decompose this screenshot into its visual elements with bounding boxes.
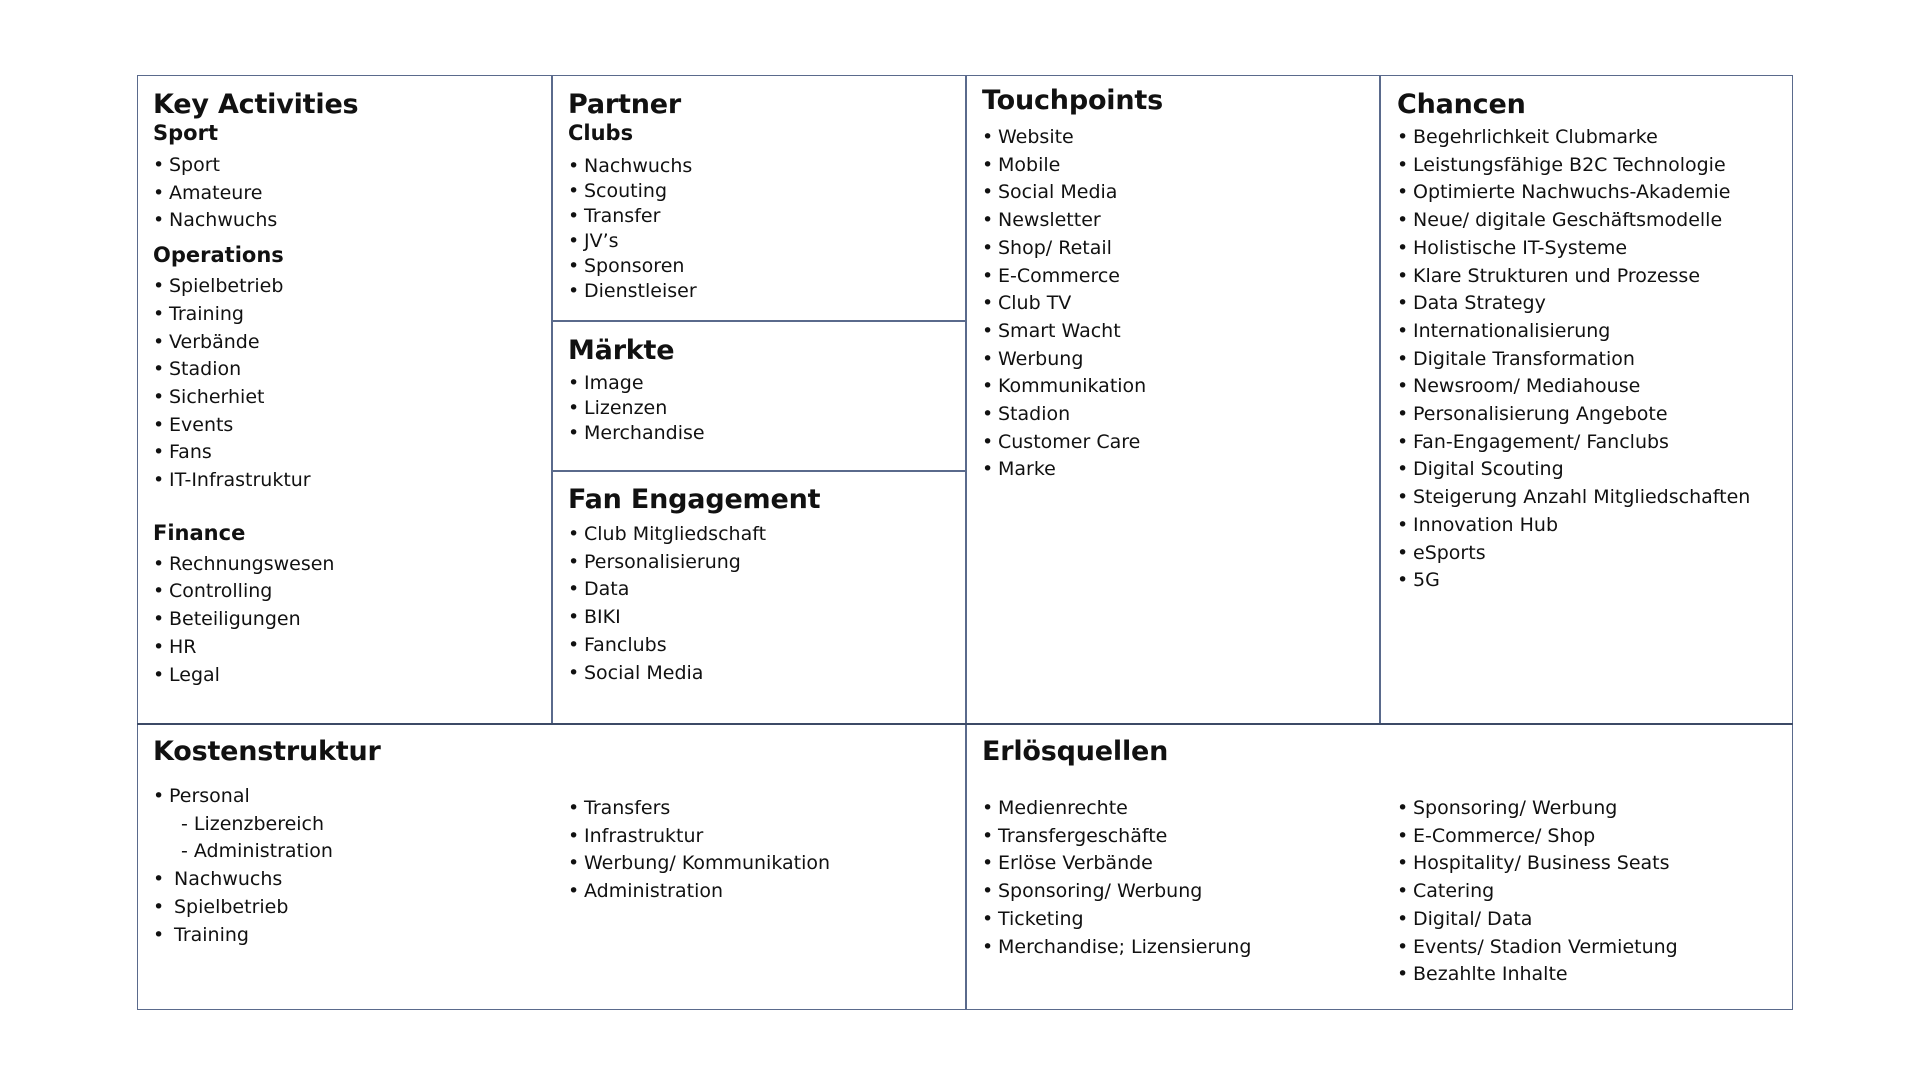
operations-heading: Operations [153, 243, 284, 268]
list-item: • Ticketing [982, 906, 1372, 934]
list-item: • Medienrechte [982, 795, 1372, 823]
fan-engagement-block [568, 485, 958, 687]
finance-heading: Finance [153, 520, 246, 545]
kosten-col2 [568, 795, 958, 906]
divider-activities-partner [551, 75, 553, 725]
list-item: • Data [568, 576, 958, 604]
kosten-list-2 [568, 795, 958, 906]
list-item: • Holistische IT-Systeme [1397, 235, 1787, 263]
list-item: • Nachwuchs [568, 154, 958, 179]
list-item: • E-Commerce/ Shop [1397, 823, 1787, 851]
list-item: • Stadion [982, 401, 1372, 429]
list-item: • Werbung/ Kommunikation [568, 850, 958, 878]
maerkte-list [568, 371, 958, 446]
touchpoints-list [982, 124, 1372, 484]
list-item: • Spielbetrieb [153, 894, 543, 922]
list-item: • Sponsoring/ Werbung [982, 878, 1372, 906]
list-item: • Customer Care [982, 429, 1372, 457]
chancen-title: Chancen [1397, 89, 1526, 120]
sport-heading: Sport [153, 121, 218, 145]
list-item: • Sport [153, 152, 543, 180]
list-item: • Image [568, 371, 958, 396]
list-item: • Rechnungswesen [153, 551, 543, 579]
list-item: • Beteiligungen [153, 606, 543, 634]
list-item: • Marke [982, 456, 1372, 484]
maerkte-title: Märkte [568, 335, 675, 366]
list-item: • Erlöse Verbände [982, 850, 1372, 878]
list-item: • 5G [1397, 567, 1787, 595]
operations-list [153, 273, 543, 495]
list-item: • Innovation Hub [1397, 512, 1787, 540]
erloesquellen-block [982, 737, 1782, 767]
list-item: • Dienstleiser [568, 279, 958, 304]
list-item: • Administration [568, 878, 958, 906]
list-item: • Neue/ digitale Geschäftsmodelle [1397, 207, 1787, 235]
list-item: • Lizenzen [568, 396, 958, 421]
list-item: • Website [982, 124, 1372, 152]
list-item: • Transfers [568, 795, 958, 823]
sub-item: - Administration [181, 840, 333, 863]
erloes-col2 [1397, 795, 1787, 989]
list-item: • Shop/ Retail [982, 235, 1372, 263]
list-item: • Club Mitgliedschaft [568, 521, 958, 549]
list-item: • Optimierte Nachwuchs-Akademie [1397, 179, 1787, 207]
partner-list [568, 154, 958, 304]
list-item: • Social Media [568, 660, 958, 688]
list-item: • Nachwuchs [153, 207, 543, 235]
list-item: • Newsroom/ Mediahouse [1397, 373, 1787, 401]
kosten-list-1 [153, 783, 543, 949]
partner-title: Partner [568, 89, 681, 120]
list-item: • Catering [1397, 878, 1787, 906]
divider-top-bottom [137, 723, 1793, 725]
list-item: • Newsletter [982, 207, 1372, 235]
list-item: • eSports [1397, 540, 1787, 568]
touchpoints-title: Touchpoints [982, 85, 1163, 116]
kostenstruktur-title: Kostenstruktur [153, 736, 381, 767]
list-item: • Personalisierung Angebote [1397, 401, 1787, 429]
list-item: • HR [153, 634, 543, 662]
list-item: • Data Strategy [1397, 290, 1787, 318]
list-item: • Fans [153, 439, 543, 467]
divider-maerkte-fan [551, 470, 965, 472]
maerkte-block [568, 336, 958, 446]
list-item: • Infrastruktur [568, 823, 958, 851]
erloes-col1 [982, 795, 1372, 961]
list-item: • Scouting [568, 179, 958, 204]
list-item: • Internationalisierung [1397, 318, 1787, 346]
list-item: • Digital Scouting [1397, 456, 1787, 484]
fan-engagement-title: Fan Engagement [568, 484, 821, 515]
list-item: • Sponsoring/ Werbung [1397, 795, 1787, 823]
erloesquellen-title: Erlösquellen [982, 736, 1169, 767]
list-item: • Events/ Stadion Vermietung [1397, 934, 1787, 962]
kostenstruktur-block [153, 737, 953, 767]
list-item: • Leistungsfähige B2C Technologie [1397, 152, 1787, 180]
list-item: • Fan-Engagement/ Fanclubs [1397, 429, 1787, 457]
divider-middle [965, 75, 967, 1010]
list-item: • Smart Wacht [982, 318, 1372, 346]
key-activities-block [153, 90, 543, 689]
divider-touchpoints-chancen [1379, 75, 1381, 725]
list-item: • Amateure [153, 180, 543, 208]
list-item: • Stadion [153, 356, 543, 384]
list-item: • Personalisierung [568, 549, 958, 577]
list-item: • Steigerung Anzahl Mitgliedschaften [1397, 484, 1787, 512]
list-item: • Club TV [982, 290, 1372, 318]
list-item: • Kommunikation [982, 373, 1372, 401]
list-item: • Klare Strukturen und Prozesse [1397, 263, 1787, 291]
list-item: • Sicherhiet [153, 384, 543, 412]
list-item: • Mobile [982, 152, 1372, 180]
list-item: • Werbung [982, 346, 1372, 374]
list-item: • Digitale Transformation [1397, 346, 1787, 374]
list-item: • Digital/ Data [1397, 906, 1787, 934]
list-item: • Hospitality/ Business Seats [1397, 850, 1787, 878]
list-item: • BIKI [568, 604, 958, 632]
list-item: • IT-Infrastruktur [153, 467, 543, 495]
fan-engagement-list [568, 521, 958, 687]
list-item: • Transfergeschäfte [982, 823, 1372, 851]
list-item: • Legal [153, 662, 543, 690]
list-item: • Personal [153, 783, 543, 811]
erloes-list-2 [1397, 795, 1787, 989]
list-item: • Training [153, 922, 543, 950]
list-item: • Sponsoren [568, 254, 958, 279]
list-item: • Controlling [153, 578, 543, 606]
list-item: • Verbände [153, 329, 543, 357]
sport-list [153, 152, 543, 235]
list-item: • Nachwuchs [153, 866, 543, 894]
list-item: • Events [153, 412, 543, 440]
list-item: • Bezahlte Inhalte [1397, 961, 1787, 989]
kosten-col1 [153, 783, 543, 949]
erloes-list-1 [982, 795, 1372, 961]
list-item: • Transfer [568, 204, 958, 229]
list-item: • Spielbetrieb [153, 273, 543, 301]
touchpoints-block [982, 86, 1372, 484]
divider-partner-maerkte [551, 320, 965, 322]
list-item: • E-Commerce [982, 263, 1372, 291]
chancen-list [1397, 124, 1787, 595]
list-item: • JV’s [568, 229, 958, 254]
list-item: • Training [153, 301, 543, 329]
partner-block [568, 90, 958, 304]
list-item: • Merchandise; Lizensierung [982, 934, 1372, 962]
clubs-heading: Clubs [568, 121, 634, 145]
key-activities-title: Key Activities [153, 89, 359, 120]
finance-list [153, 551, 543, 690]
chancen-block [1397, 90, 1787, 595]
list-item: • Begehrlichkeit Clubmarke [1397, 124, 1787, 152]
list-item: • Merchandise [568, 421, 958, 446]
sub-item: - Lizenzbereich [181, 812, 325, 835]
list-item: • Fanclubs [568, 632, 958, 660]
list-item: • Social Media [982, 179, 1372, 207]
